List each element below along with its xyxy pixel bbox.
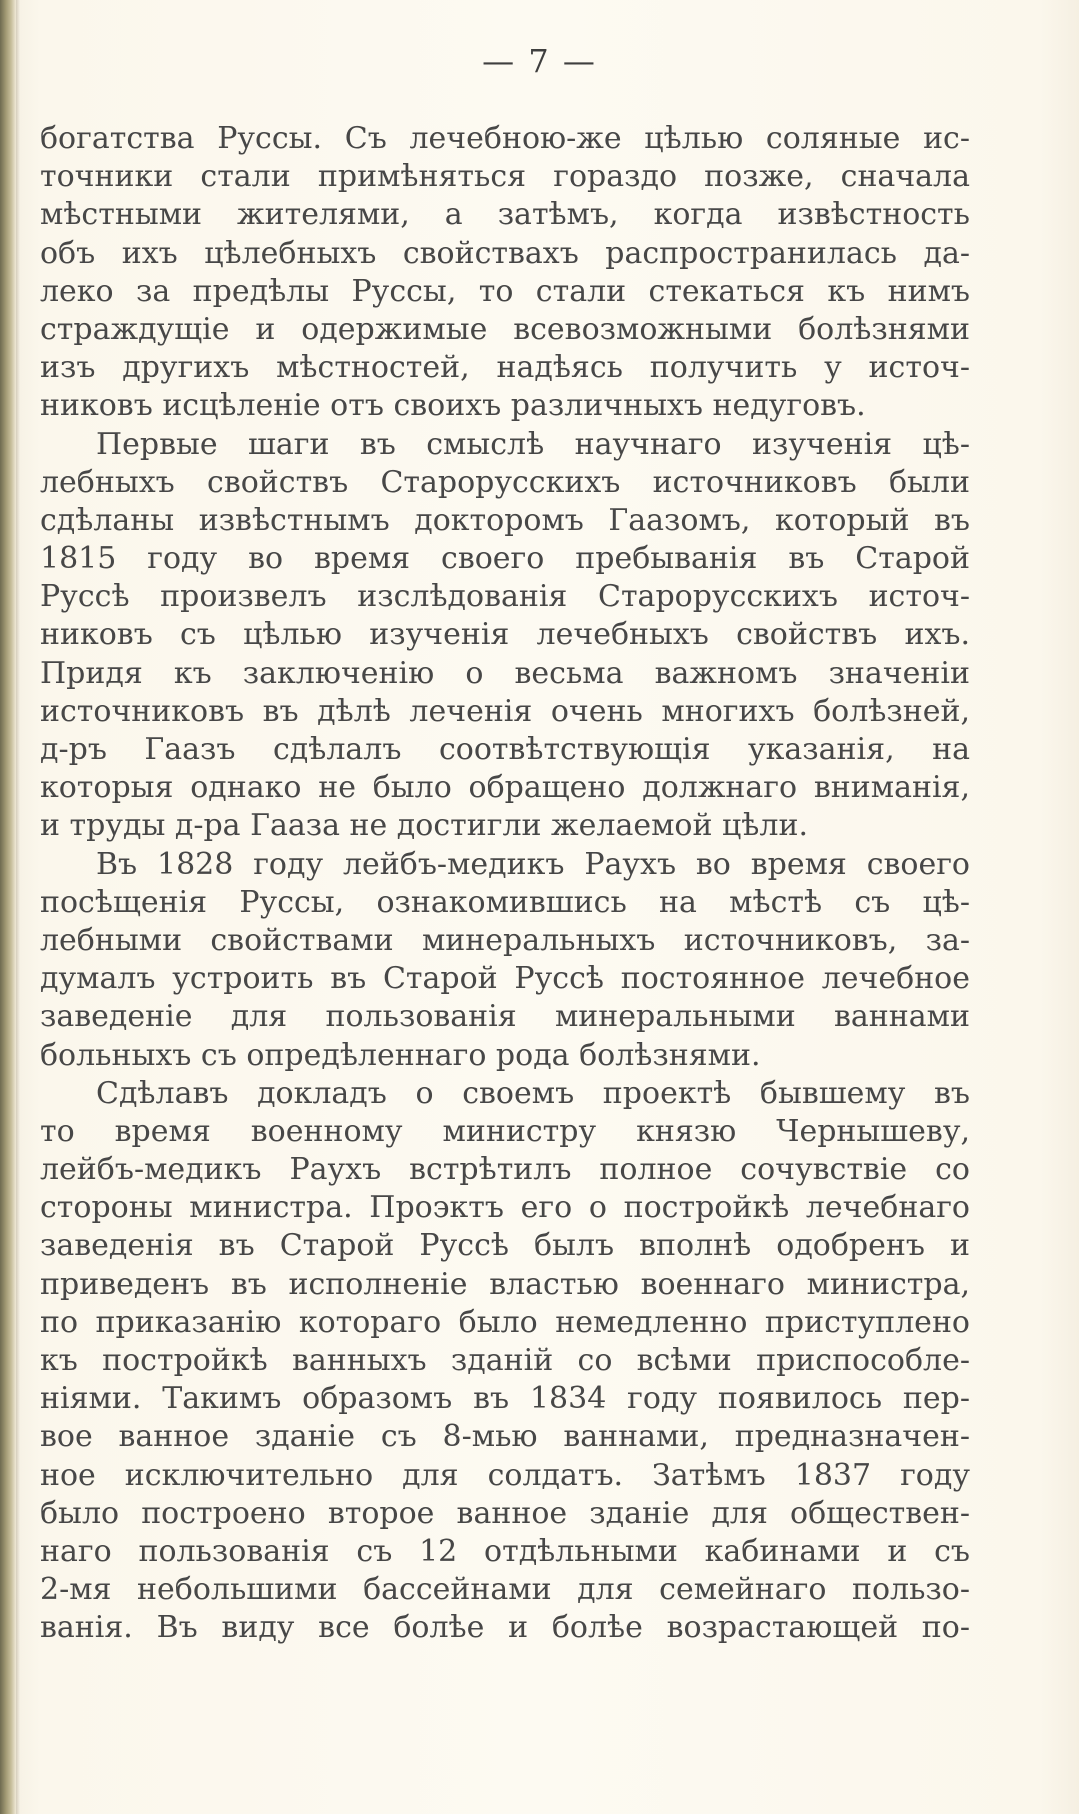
text-line: Въ 1828 году лейбъ-медикъ Раухъ во время своего	[96, 846, 970, 882]
text-line: никовъ съ цѣлью изученія лечебныхъ свойствъ ихъ.	[40, 617, 970, 653]
text-line: посѣщенія Руссы, ознакомившись на мѣстѣ съ цѣ-	[40, 884, 970, 920]
text-line: 1815 году во время своего пребыванія въ Старой	[40, 541, 970, 577]
text-line: было построено второе ванное зданіе для обществен-	[40, 1495, 970, 1531]
text-line: Придя къ заключенію о весьма важномъ значеніи	[40, 655, 970, 691]
text-line: къ постройкѣ ванныхъ зданій со всѣми приспособле-	[40, 1343, 970, 1378]
text-line: больныхъ съ опредѣленнаго рода болѣзнями.	[40, 1037, 761, 1073]
text-line: по приказанію котораго было немедленно приступлено	[40, 1304, 970, 1340]
book-spine-shadow	[0, 0, 16, 1814]
text-line: и труды д-ра Гааза не достигли желаемой цѣли.	[40, 808, 808, 844]
text-line: Руссѣ произвелъ изслѣдованія Старорусскихъ источ-	[40, 579, 970, 615]
text-line: страждущіе и одержимые всевозможными болѣзнями	[40, 311, 970, 347]
text-line: никовъ исцѣленіе отъ своихъ различныхъ недуговъ.	[40, 388, 866, 424]
text-line: думалъ устроить въ Старой Руссѣ постоянное лечебное	[40, 961, 970, 997]
text-line: мѣстными жителями, а затѣмъ, когда извѣстность	[40, 197, 970, 233]
text-line: вое ванное зданіе съ 8-мью ваннами, предназначен-	[40, 1419, 970, 1455]
text-line: заведеніе для пользованія минеральными ваннами	[40, 999, 970, 1035]
text-line: приведенъ въ исполненіе властью военнаго министра,	[40, 1266, 970, 1302]
text-line: лебными свойствами минеральныхъ источниковъ, за-	[40, 922, 970, 958]
text-line: Сдѣлавъ докладъ о своемъ проектѣ бывшему въ	[96, 1075, 970, 1111]
text-line: Первые шаги въ смыслѣ научнаго изученія цѣ-	[96, 426, 970, 462]
text-line: ніями. Такимъ образомъ въ 1834 году появилось пер-	[40, 1381, 970, 1417]
text-line: изъ другихъ мѣстностей, надѣясь получить у источ-	[40, 350, 970, 386]
text-line: то время военному министру князю Чернышеву,	[40, 1113, 970, 1149]
text-line: которыя однако не было обращено должнаго вниманія,	[40, 770, 970, 806]
page-number: — 7 —	[482, 42, 597, 80]
text-line: наго пользованія съ 12 отдѣльными кабинами и съ	[40, 1533, 970, 1569]
text-line: точники стали примѣняться гораздо позже, сначала	[40, 159, 970, 195]
text-line: д-ръ Гаазъ сдѣлалъ соотвѣтствующія указанія, на	[40, 732, 970, 767]
text-line: лейбъ-медикъ Раухъ встрѣтилъ полное сочувствіе со	[40, 1152, 970, 1188]
text-line: леко за предѣлы Руссы, то стали стекаться къ нимъ	[40, 273, 970, 309]
text-line: ное исключительно для солдатъ. Затѣмъ 1837 году	[40, 1457, 970, 1493]
text-line: стороны министра. Проэктъ его о постройкѣ лечебнаго	[40, 1190, 970, 1226]
body-text	[40, 120, 970, 1648]
text-line: ванія. Въ виду все болѣе и болѣе возрастающей по-	[40, 1610, 970, 1646]
text-line: заведенія въ Старой Руссѣ былъ вполнѣ одобренъ и	[40, 1228, 970, 1264]
text-line: 2-мя небольшими бассейнами для семейнаго пользо-	[40, 1572, 970, 1608]
text-line: объ ихъ цѣлебныхъ свойствахъ распространилась да-	[40, 235, 970, 271]
text-line: богатства Руссы. Съ лечебною-же цѣлью соляные ис-	[40, 121, 970, 156]
spine-edge-shading	[16, 0, 20, 1814]
text-line: источниковъ въ дѣлѣ леченія очень многихъ болѣзней,	[40, 693, 970, 729]
text-line: лебныхъ свойствъ Старорусскихъ источниковъ были	[40, 464, 970, 500]
text-line: сдѣланы извѣстнымъ докторомъ Гаазомъ, который въ	[40, 502, 970, 538]
